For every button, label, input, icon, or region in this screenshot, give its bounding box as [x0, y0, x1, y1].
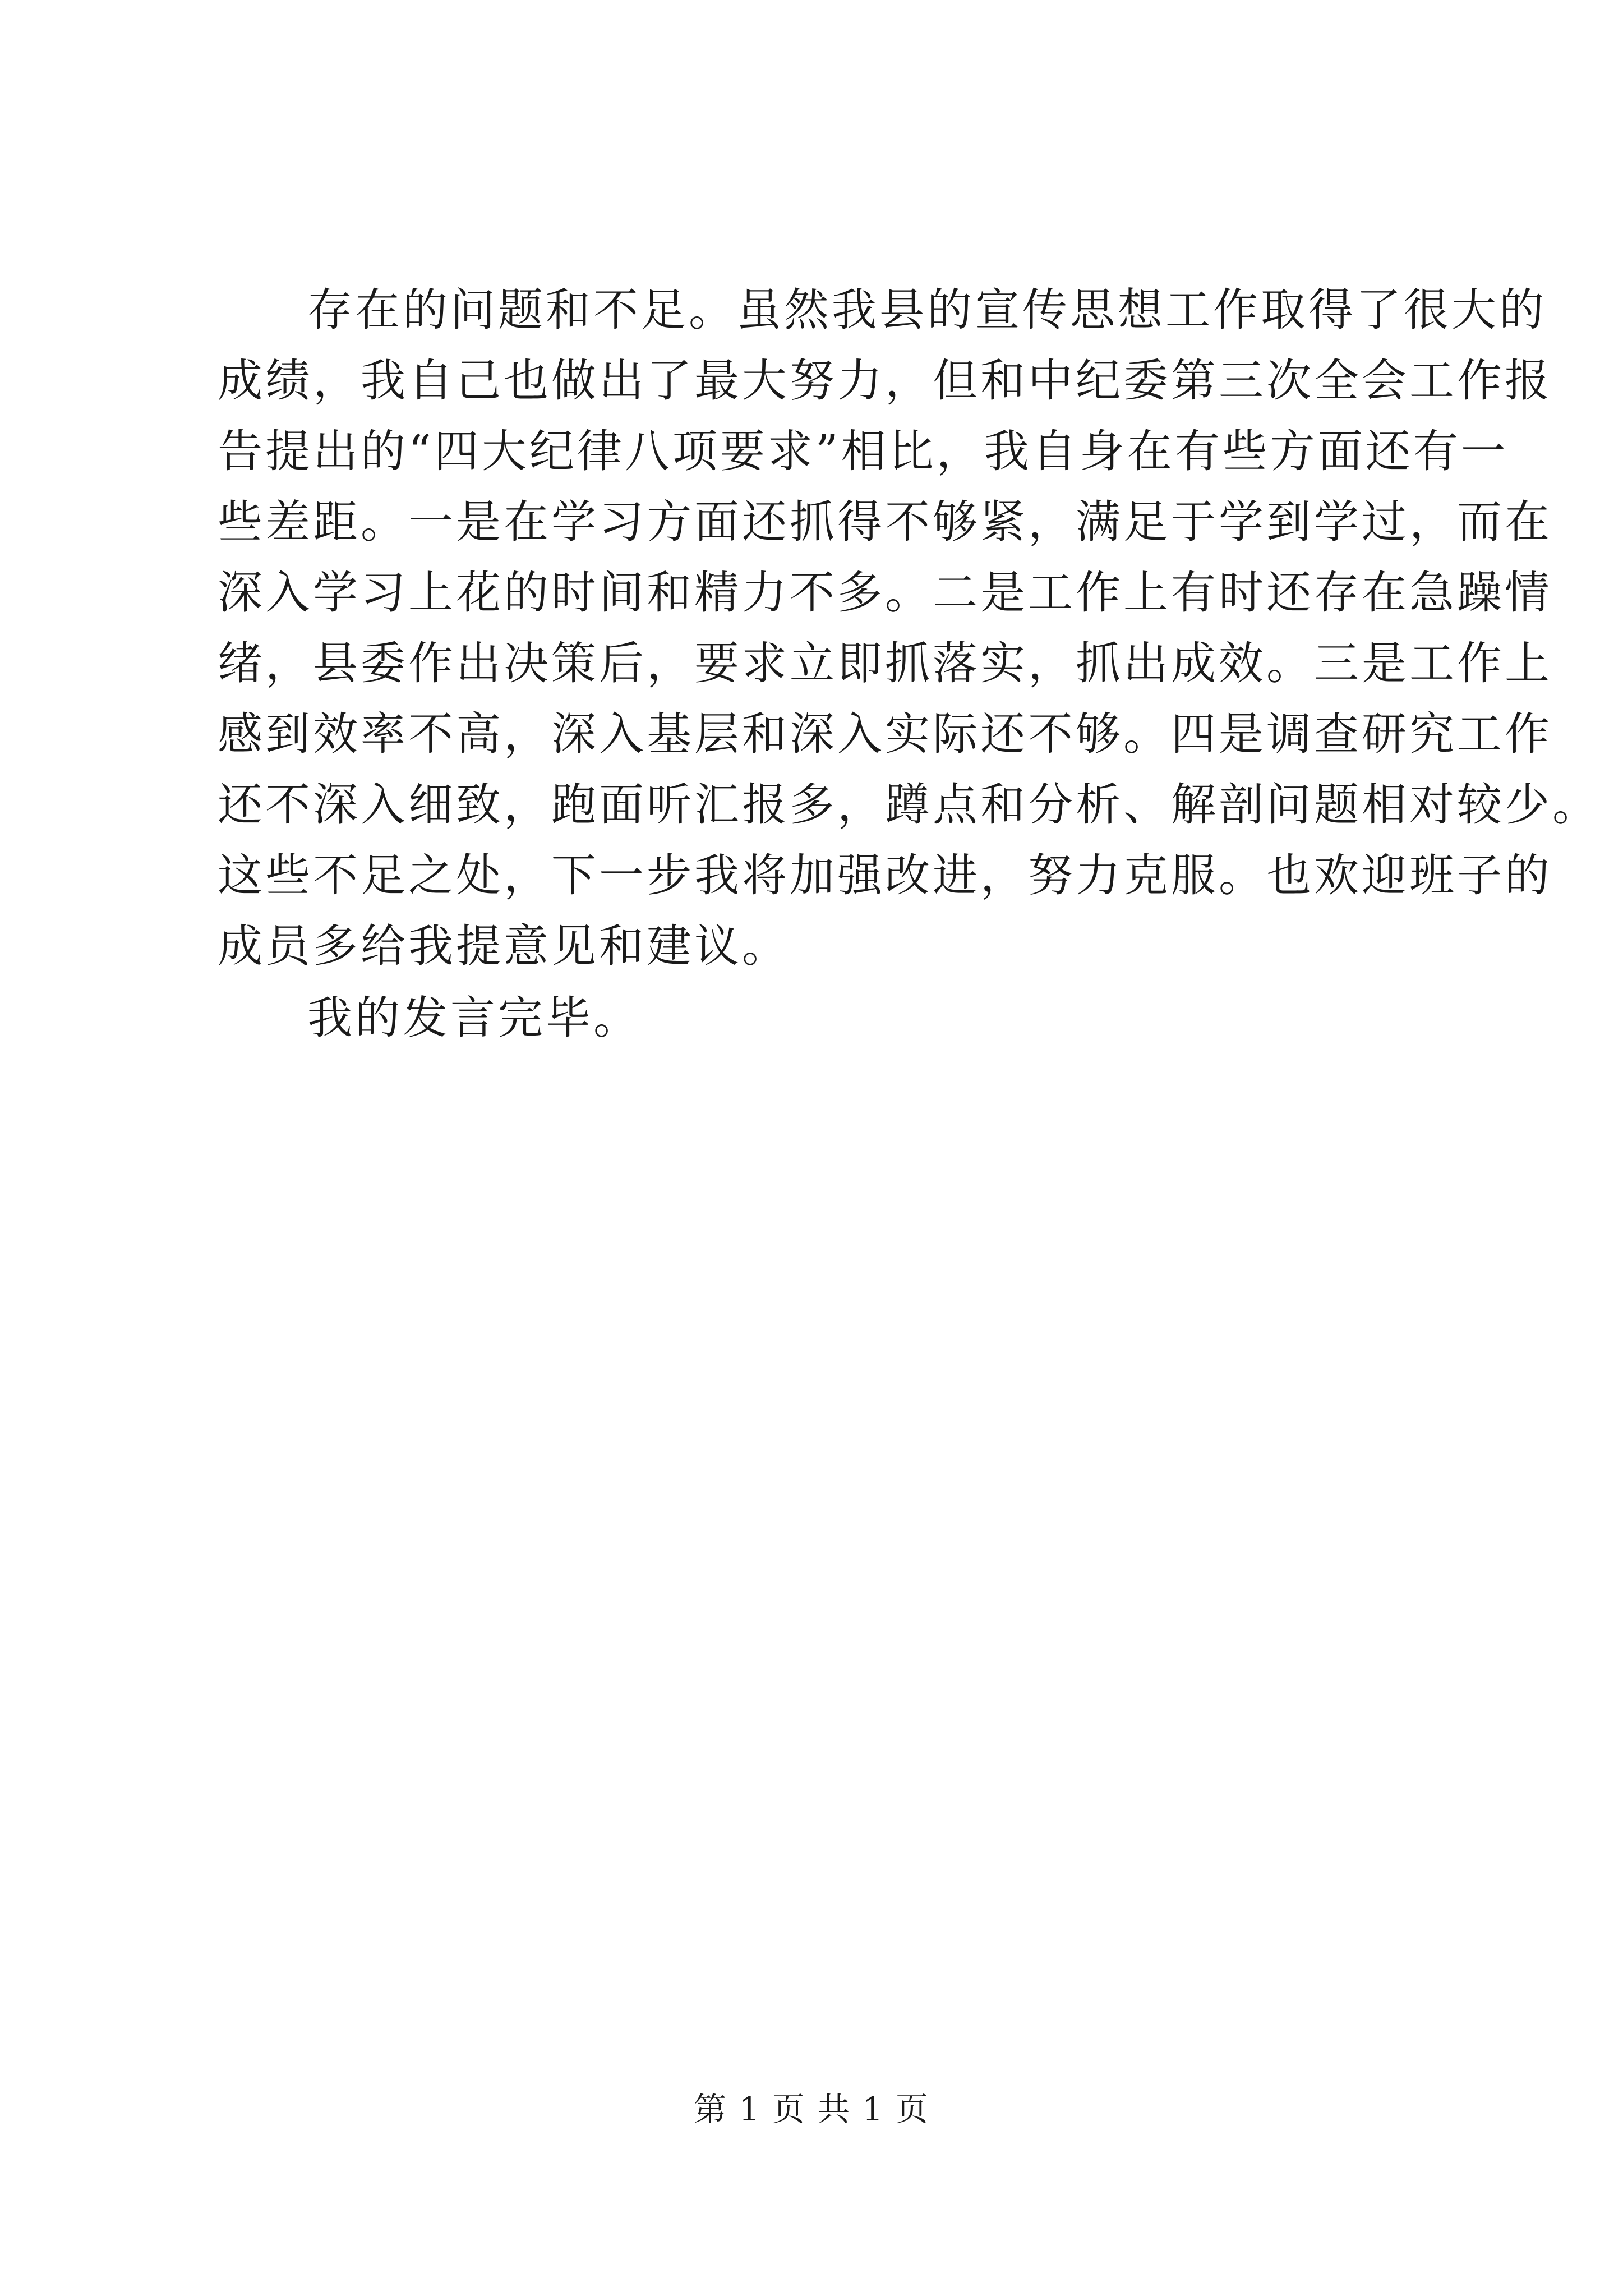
- paragraph-line: 深入学习上花的时间和精力不多。二是工作上有时还存在急躁情: [218, 567, 1552, 619]
- paragraph-line: 绪，县委作出决策后，要求立即抓落实，抓出成效。三是工作上: [218, 637, 1552, 689]
- paragraph-line: 存在的问题和不足。虽然我县的宣传思想工作取得了很大的: [307, 284, 1547, 336]
- paragraph-line: 成绩，我自己也做出了最大努力，但和中纪委第三次全会工作报: [218, 355, 1552, 407]
- paragraph-line: 这些不足之处，下一步我将加强改进，努力克服。也欢迎班子的: [218, 849, 1552, 901]
- paragraph-line: 告提出的“四大纪律八项要求”相比，我自身在有些方面还有一: [218, 425, 1509, 477]
- page-number-footer: 第 1 页 共 1 页: [694, 2090, 929, 2128]
- paragraph-line: 还不深入细致，跑面听汇报多，蹲点和分析、解剖问题相对较少。: [218, 779, 1600, 831]
- paragraph-line: 感到效率不高，深入基层和深入实际还不够。四是调查研究工作: [218, 708, 1552, 760]
- body-paragraph: [218, 275, 1600, 982]
- paragraph-line: 些差距。一是在学习方面还抓得不够紧，满足于学到学过，而在: [218, 496, 1552, 548]
- closing-statement: 我的发言完毕。: [307, 992, 641, 1044]
- document-body: [218, 275, 1600, 1053]
- paragraph-line: 成员多给我提意见和建议。: [218, 920, 790, 972]
